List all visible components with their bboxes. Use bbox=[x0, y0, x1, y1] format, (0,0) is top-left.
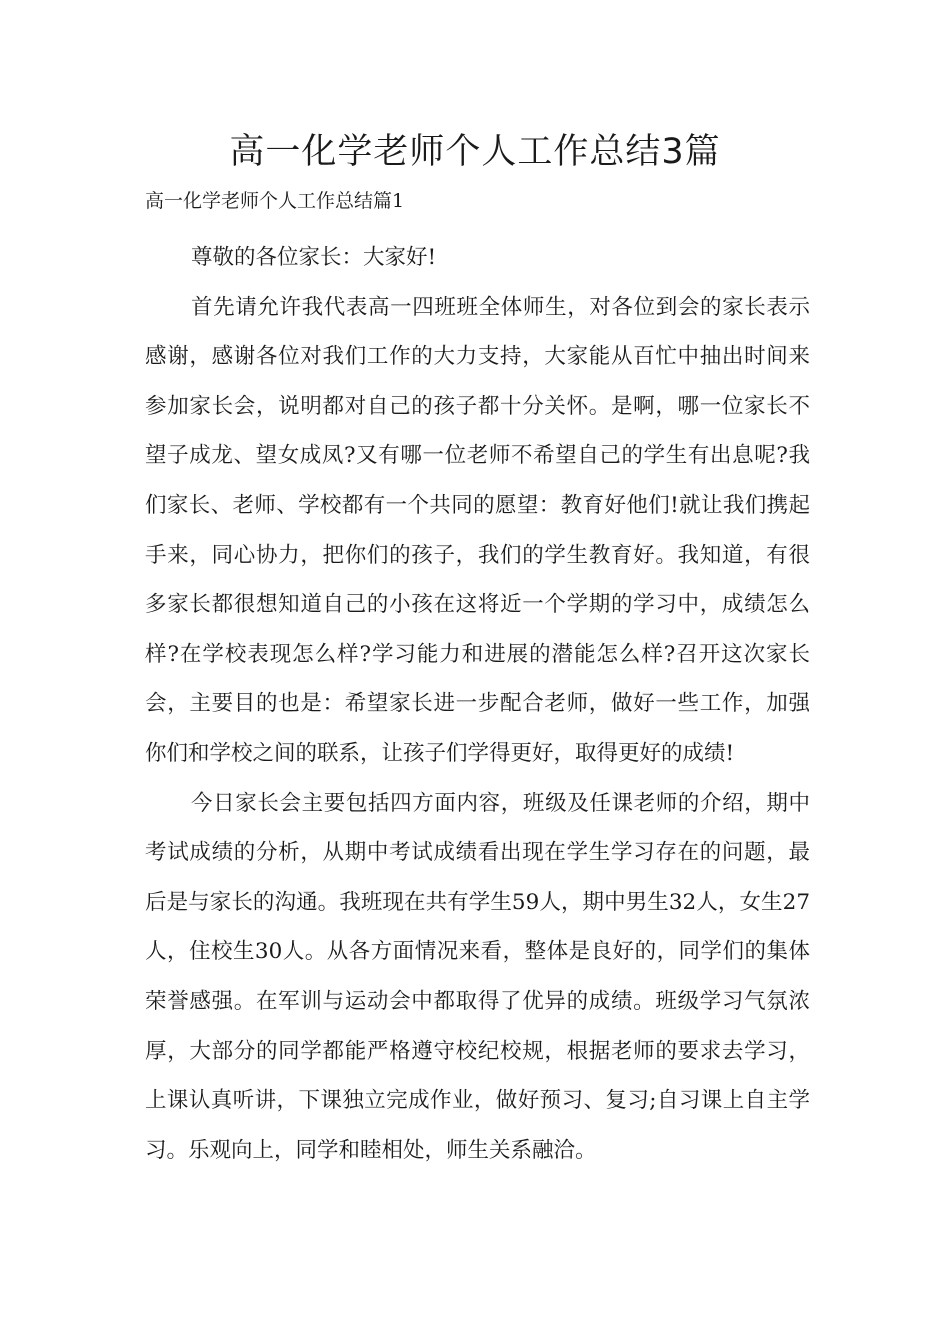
document-body bbox=[145, 233, 810, 1175]
paragraph-intro: 首先请允许我代表高一四班班全体师生，对各位到会的家长表示感谢，感谢各位对我们工作的大力支持，大家能从百忙中抽出时间来参加家长会，说明都对自己的孩子都十分关怀。是啊，哪一位家长不望子成龙、望女成凤?又有哪一位老师不希望自己的学生有出息呢?我们家长、老师、学校都有一个共同的愿望：教育好他们!就让我们携起手来，同心协力，把你们的孩子，我们的学生教育好。我知道，有很多家长都很想知道自己的小孩在这将近一个学期的学习中，成绩怎么样?在学校表现怎么样?学习能力和进展的潜能怎么样?召开这次家长会，主要目的也是：希望家长进一步配合老师，做好一些工作，加强你们和学校之间的联系，让孩子们学得更好，取得更好的成绩! bbox=[145, 294, 810, 766]
paragraph-greeting: 尊敬的各位家长：大家好! bbox=[191, 245, 437, 270]
document-title: 高一化学老师个人工作总结3篇 bbox=[229, 132, 721, 172]
paragraph-content: 今日家长会主要包括四方面内容，班级及任课老师的介绍，期中考试成绩的分析，从期中考试成绩看出现在学生学习存在的问题，最后是与家长的沟通。我班现在共有学生59人，期中男生32人，女生27人，住校生30人。从各方面情况来看，整体是良好的，同学们的集体荣誉感强。在军训与运动会中都取得了优异的成绩。班级学习气氛浓厚，大部分的同学都能严格遵守校纪校规，根据老师的要求去学习，上课认真听讲，下课独立完成作业，做好预习、复习;自习课上自主学习。乐观向上，同学和睦相处，师生关系融洽。 bbox=[145, 790, 810, 1163]
section-heading: 高一化学老师个人工作总结篇1 bbox=[145, 190, 405, 212]
